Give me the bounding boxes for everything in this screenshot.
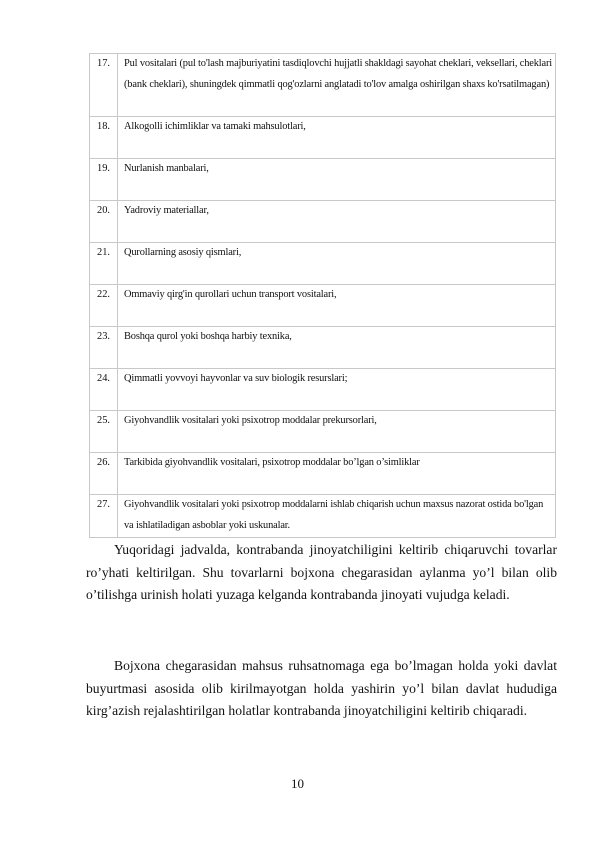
table-row: [90, 495, 556, 538]
table-row: [90, 285, 556, 327]
row-text: Ommaviy qirg'in qurollari uchun transport vositalari,: [118, 285, 556, 327]
row-number: 24.: [90, 369, 118, 411]
row-number: 17.: [90, 54, 118, 117]
row-text: Nurlanish manbalari,: [118, 159, 556, 201]
row-number: 27.: [90, 495, 118, 538]
row-number: 25.: [90, 411, 118, 453]
row-text: Qurollarning asosiy qismlari,: [118, 243, 556, 285]
table-row: [90, 54, 556, 117]
row-text: Qimmatli yovvoyi hayvonlar va suv biologik resurslari;: [118, 369, 556, 411]
table-row: [90, 159, 556, 201]
table-row: [90, 243, 556, 285]
table-row: [90, 327, 556, 369]
row-text: Alkogolli ichimliklar va tamaki mahsulotlari,: [118, 117, 556, 159]
row-text: Boshqa qurol yoki boshqa harbiy texnika,: [118, 327, 556, 369]
row-number: 19.: [90, 159, 118, 201]
row-number: 18.: [90, 117, 118, 159]
row-text: Giyohvandlik vositalari yoki psixotrop moddalar prekursorlari,: [118, 411, 556, 453]
contraband-goods-table: [89, 53, 556, 538]
row-text: Pul vositalari (pul to'lash majburiyatini tasdiqlovchi hujjatli shakldagi sayohat cheklari, veksellari, cheklari (bank cheklari), shuningdek qimmatli qog'ozlarni anglatadi to'lov amalga oshirilgan shaxs ko'rsatilmagan): [118, 54, 556, 117]
table-row: [90, 369, 556, 411]
row-number: 23.: [90, 327, 118, 369]
table-row: [90, 411, 556, 453]
table-row: [90, 453, 556, 495]
body-paragraph: Bojxona chegarasidan mahsus ruhsatnomaga ega bo’lmagan holda yoki davlat buyurtmasi asosida olib kirilmayotgan holda yashirin yo’l bilan davlat hududiga kirg’azish rejalashtirilgan holatlar kontrabanda jinoyatchiligini keltirib chiqaradi.: [86, 658, 557, 719]
row-number: 26.: [90, 453, 118, 495]
table-row: [90, 117, 556, 159]
body-paragraph: Yuqoridagi jadvalda, kontrabanda jinoyatchiligini keltirib chiqaruvchi tovarlar ro’yhati keltirilgan. Shu tovarlarni bojxona chegarasidan aylanma yo’l bilan olib o’tilishga urinish holati yuzaga kelganda kontrabanda jinoyati vujudga keladi.: [86, 542, 557, 603]
row-number: 21.: [90, 243, 118, 285]
row-text: Yadroviy materiallar,: [118, 201, 556, 243]
table-row: [90, 201, 556, 243]
row-text: Giyohvandlik vositalari yoki psixotrop moddalarni ishlab chiqarish uchun maxsus nazorat ostida bo'lgan va ishlatiladigan asboblar yoki uskunalar.: [118, 495, 556, 538]
row-text: Tarkibida giyohvandlik vositalari, psixotrop moddalar bo’lgan o’simliklar: [118, 453, 556, 495]
row-number: 22.: [90, 285, 118, 327]
page-number: 10: [291, 776, 304, 791]
row-number: 20.: [90, 201, 118, 243]
